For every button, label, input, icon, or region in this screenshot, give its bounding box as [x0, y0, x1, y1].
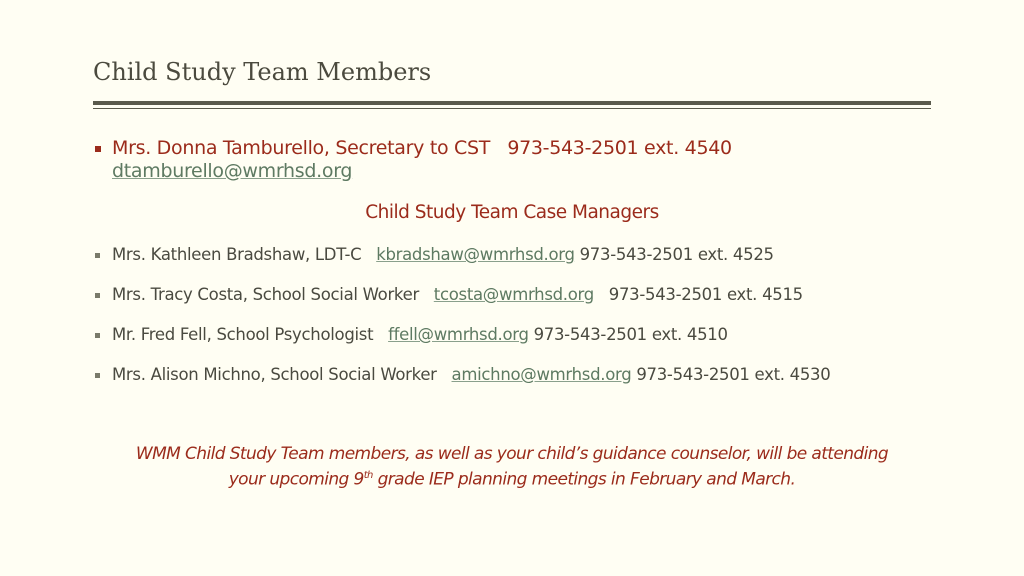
note-line-2-start: your upcoming 9 — [228, 469, 364, 490]
case-manager-item — [112, 325, 728, 344]
title-divider-thin — [93, 108, 931, 109]
bullet-icon — [95, 293, 100, 298]
case-manager-item — [112, 285, 803, 304]
case-manager-email-link[interactable]: amichno@wmrhsd.org — [451, 365, 632, 384]
secretary-email-link[interactable]: dtamburello@wmrhsd.org — [112, 160, 353, 182]
bullet-icon — [95, 373, 100, 378]
bullet-icon — [95, 333, 100, 338]
bullet-icon — [95, 253, 100, 258]
case-manager-email-link[interactable]: tcosta@wmrhsd.org — [433, 285, 594, 304]
case-manager-phone: 973-543-2501 ext. 4510 — [533, 325, 728, 344]
note-line-2 — [80, 465, 944, 491]
attendance-note — [80, 444, 944, 491]
secretary-name: Mrs. Donna Tamburello, Secretary to CST — [112, 137, 491, 159]
case-manager-email-link[interactable]: ffell@wmrhsd.org — [388, 325, 529, 344]
case-manager-name: Mrs. Kathleen Bradshaw, LDT-C — [112, 245, 362, 264]
secretary-entry — [112, 137, 732, 159]
case-manager-name: Mrs. Alison Michno, School Social Worker — [112, 365, 437, 384]
slide-title: Child Study Team Members — [93, 58, 432, 86]
case-manager-item — [112, 245, 774, 264]
ordinal-suffix: th — [363, 470, 373, 481]
case-manager-phone: 973-543-2501 ext. 4515 — [608, 285, 803, 304]
section-heading: Child Study Team Case Managers — [365, 202, 659, 223]
title-divider-thick — [93, 101, 931, 105]
case-manager-name: Mr. Fred Fell, School Psychologist — [112, 325, 374, 344]
case-manager-email-link[interactable]: kbradshaw@wmrhsd.org — [376, 245, 575, 264]
case-manager-phone: 973-543-2501 ext. 4525 — [579, 245, 774, 264]
case-manager-name: Mrs. Tracy Costa, School Social Worker — [112, 285, 419, 304]
case-manager-item — [112, 365, 830, 384]
case-manager-phone: 973-543-2501 ext. 4530 — [636, 365, 831, 384]
note-line-2-end: grade IEP planning meetings in February and March. — [372, 469, 796, 490]
bullet-icon — [95, 146, 101, 152]
note-line-1: WMM Child Study Team members, as well as your child’s guidance counselor, will be attending — [135, 444, 889, 464]
secretary-phone: 973-543-2501 ext. 4540 — [507, 137, 732, 159]
